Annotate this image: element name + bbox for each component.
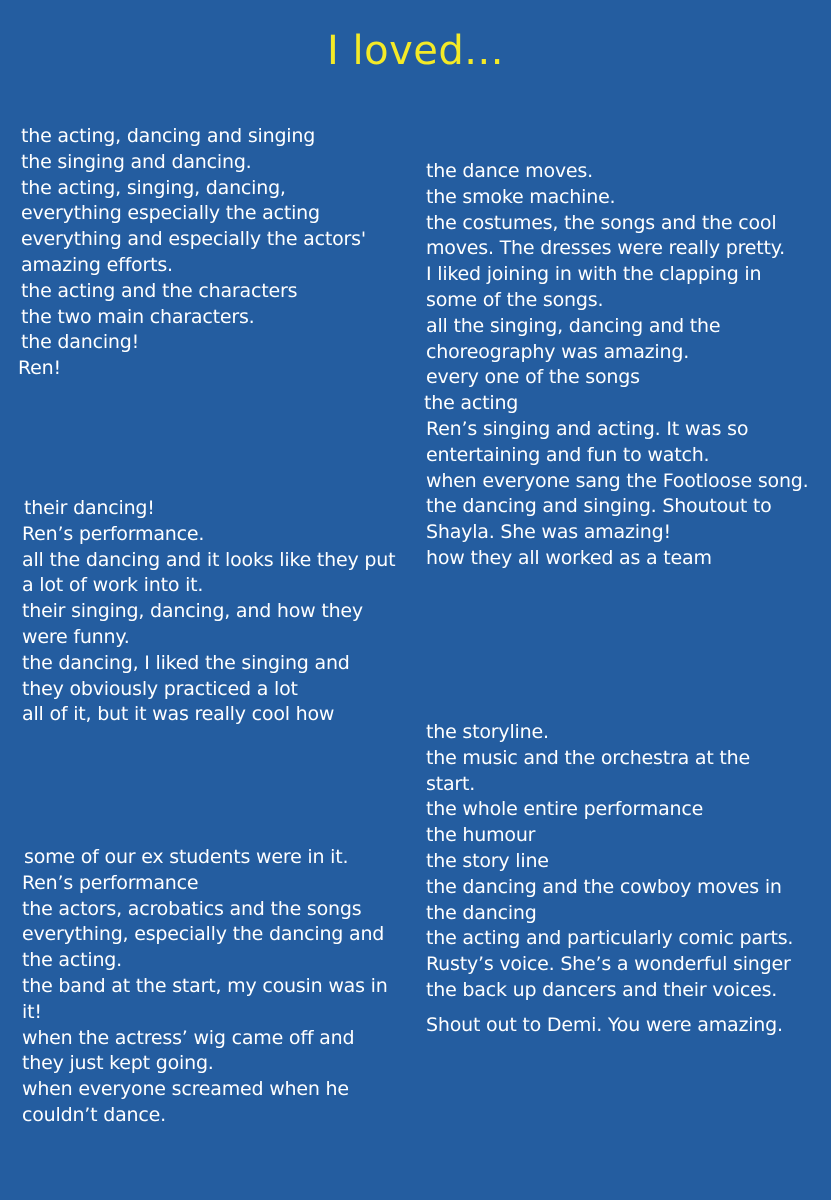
comment-block-middle-right	[426, 720, 793, 1004]
comment-line: Ren’s singing and acting. It was so	[426, 417, 749, 440]
comment-block-middle-left	[22, 496, 395, 728]
comment-line: Ren!	[18, 357, 61, 380]
comment-line: the storyline.	[426, 721, 549, 743]
comment-line: the music and the orchestra at the	[426, 746, 750, 769]
comment-line: the dancing	[426, 901, 537, 924]
comment-line: they just kept going.	[22, 1052, 214, 1075]
comment-line: all of it, but it was really cool how	[22, 703, 335, 726]
comment-line: everything, especially the dancing and	[22, 923, 385, 946]
comment-line: everything and especially the actors'	[21, 228, 366, 251]
comment-block-top-left	[18, 124, 366, 382]
comment-block-bottom-right	[426, 1013, 783, 1039]
comment-line: Ren’s performance	[22, 871, 199, 894]
comment-line: amazing efforts.	[21, 253, 173, 276]
comment-line: a lot of work into it.	[22, 574, 204, 597]
comment-line: the acting	[424, 392, 519, 415]
comment-line: when everyone sang the Footloose song.	[426, 469, 809, 492]
comment-line: were funny.	[22, 625, 130, 648]
comment-line: the singing and dancing.	[21, 150, 252, 173]
comment-line: the dancing and the cowboy moves in	[426, 875, 782, 898]
comment-line: the two main characters.	[21, 305, 255, 328]
comment-line: when the actress’ wig came off and	[22, 1026, 355, 1049]
comment-line: start.	[426, 772, 476, 795]
comment-line: moves. The dresses were really pretty.	[426, 237, 785, 260]
comment-block-top-right	[426, 159, 809, 572]
comment-line: they obviously practiced a lot	[22, 677, 298, 700]
comment-line: all the dancing and it looks like they put	[22, 548, 396, 571]
comment-line: their singing, dancing, and how they	[22, 600, 363, 623]
comment-line: the costumes, the songs and the cool	[426, 211, 777, 234]
comment-line: the band at the start, my cousin was in	[22, 974, 388, 997]
comment-line: some of the songs.	[426, 288, 604, 311]
comment-line: their dancing!	[24, 497, 155, 519]
comment-line: couldn’t dance.	[22, 1103, 166, 1126]
comment-line: the acting and the characters	[21, 279, 298, 302]
comment-line: the acting.	[22, 949, 122, 972]
comment-line: the acting, dancing and singing	[21, 125, 316, 147]
comment-line: the smoke machine.	[426, 185, 616, 208]
comment-line: I liked joining in with the clapping in	[426, 263, 762, 286]
comment-line: when everyone screamed when he	[22, 1078, 349, 1101]
comment-line: how they all worked as a team	[426, 546, 712, 569]
comment-line: Rusty’s voice. She’s a wonderful singer	[426, 953, 791, 976]
comment-line: the dancing, I liked the singing and	[22, 651, 350, 674]
comment-line: all the singing, dancing and the	[426, 314, 721, 337]
comment-line: it!	[22, 1000, 42, 1023]
comment-block-bottom-left	[22, 845, 388, 1129]
comment-line: the dance moves.	[426, 160, 593, 182]
comment-line: choreography was amazing.	[426, 340, 690, 363]
comment-line: Shayla. She was amazing!	[426, 521, 671, 544]
comment-line: Ren’s performance.	[22, 522, 205, 545]
comment-line: the dancing and singing. Shoutout to	[426, 495, 772, 518]
comment-line: Shout out to Demi. You were amazing.	[426, 1014, 783, 1036]
comment-line: everything especially the acting	[21, 202, 320, 225]
comment-line: the back up dancers and their voices.	[426, 978, 778, 1001]
comment-line: the dancing!	[21, 331, 140, 354]
comment-line: some of our ex students were in it.	[24, 846, 349, 868]
comment-line: the acting, singing, dancing,	[21, 176, 286, 199]
comment-line: entertaining and fun to watch.	[426, 443, 710, 466]
comment-line: the acting and particularly comic parts.	[426, 927, 794, 950]
comment-line: the actors, acrobatics and the songs	[22, 897, 362, 920]
comment-line: the whole entire performance	[426, 798, 704, 821]
comment-line: every one of the songs	[426, 366, 640, 389]
comment-line: the humour	[426, 824, 536, 847]
page-title: I loved...	[327, 28, 504, 74]
comment-line: the story line	[426, 849, 549, 872]
